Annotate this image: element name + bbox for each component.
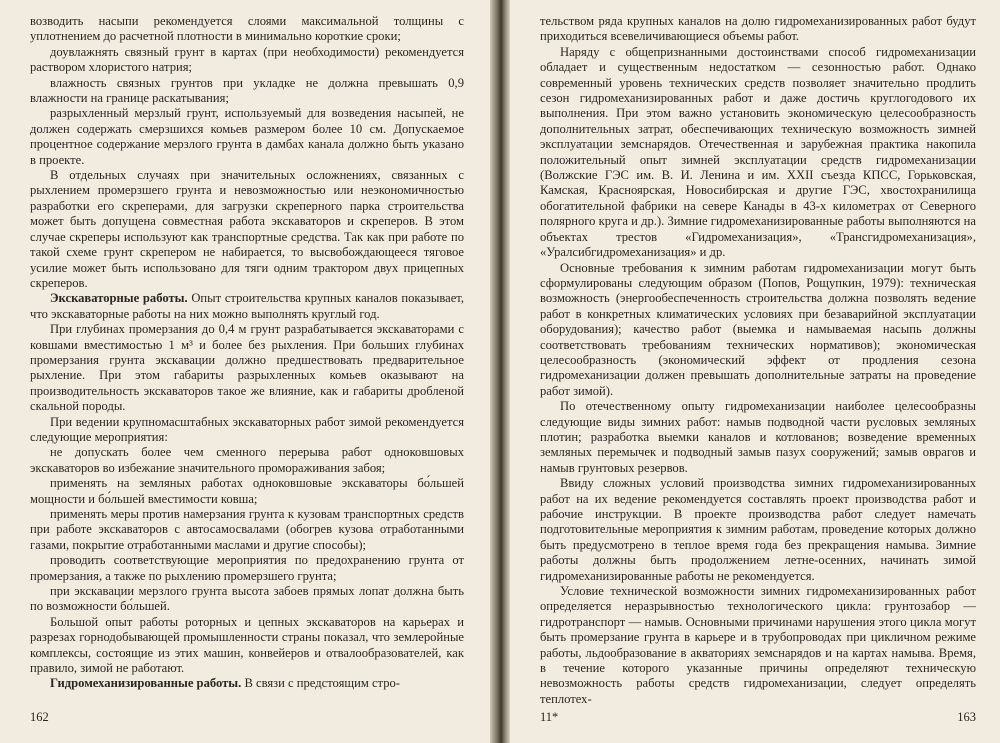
page-number-right: 163 <box>957 710 976 724</box>
paragraph <box>540 14 976 45</box>
paragraph-text: влажность связных грунтов при укладке не должна превышать 0,9 влажности на границе раскатывания; <box>30 75 464 106</box>
paragraph-text: тельством ряда крупных каналов на долю гидромеханизированных работ будут приходиться всевеличивающиеся объемы работ. <box>540 14 976 44</box>
right-page-text <box>540 14 976 707</box>
paragraph <box>30 507 464 553</box>
paragraph <box>540 261 976 400</box>
paragraph <box>30 168 464 291</box>
run-in-heading: Экскаваторные работы. <box>50 291 188 306</box>
book-gutter <box>490 0 510 743</box>
right-page <box>510 0 1000 743</box>
paragraph <box>30 553 464 584</box>
paragraph-text: По отечественному опыту гидромеханизации наиболее целесообразны следующие виды зимних работ: намыв подводной части русловых земляных плотин; разработка выемки каналов и котлованов; возведение временных земляных перемычек и подводный замыв пазух сооружений; замыв оврагов и намыв грунтовых резервов. <box>540 399 976 475</box>
paragraph-text: В отдельных случаях при значительных осложнениях, связанных с рыхлением промерзшего грунта и невозможностью или неэкономичностью разработки его скреперами, для загрузки скреперного парка строительства может быть допущена совместная работа экскаваторов и скреперов. В этом случае скреперы используют как транспортные средства. Так как при работе по такой схеме грунт скрепером не набирается, то высвобождающееся тяговое усилие может быть использовано для тяги одним трактором двух прицепных скреперов. <box>30 168 464 290</box>
run-in-heading: Гидромеханизированные работы. <box>50 676 242 691</box>
paragraph <box>30 106 464 168</box>
paragraph-text: разрыхленный мерзлый грунт, используемый для возведения насыпей, не должен содержать смерзшихся комьев размером более 10 см. Допускаемое процентное содержание мерзлого грунта в дамбах канала должно быть указано в проекте. <box>30 106 464 167</box>
paragraph <box>30 445 464 476</box>
paragraph <box>30 584 464 615</box>
paragraph-text: Опыт строительства крупных каналов показывает, что экскаваторные работы на них можно выполнять круглый год. <box>30 291 464 321</box>
paragraph-text: Большой опыт работы роторных и цепных экскаваторов на карьерах и разрезах горнодобывающей промышленности страны показал, что землеройные комплексы, состоящие из этих машин, конвейеров и отвалообразователей, как правило, зимой не работают. <box>30 614 464 676</box>
paragraph <box>30 676 464 691</box>
left-page-text <box>30 14 464 692</box>
paragraph <box>540 476 976 584</box>
paragraph <box>540 399 976 476</box>
paragraph <box>30 322 464 414</box>
paragraph-text: возводить насыпи рекомендуется слоями максимальной толщины с уплотнением до расчетной плотности в минимально короткие сроки; <box>30 14 464 44</box>
paragraph <box>30 615 464 677</box>
signature-mark: 11* <box>540 710 559 724</box>
paragraph <box>540 45 976 261</box>
left-page <box>0 0 490 743</box>
paragraph-text: В связи с предстоящим стро- <box>241 676 400 691</box>
paragraph-text: Основные требования к зимним работам гидромеханизации могут быть сформулированы следующим образом (Попов, Рощупкин, 1979): техническая возможность (энергообеспеченность строительства должна позволять ведение работ в конкретных климатических условиях при безаварийной эксплуатации оборудования); качество работ (выемка и намываемая насыпь должны соответствовать требованиям технических нормативов); экономическая целесообразность (экономический эффект от продления сезона гидромеханизации должен превышать дополнительные затраты на проведение работ зимой). <box>540 260 976 398</box>
paragraph <box>30 14 464 45</box>
page-number-left: 162 <box>30 710 49 724</box>
paragraph <box>30 291 464 322</box>
paragraph <box>30 76 464 107</box>
paragraph-text: Ввиду сложных условий производства зимних гидромеханизированных работ на их ведение рекомендуется составлять проект производства работ и рабочие инструкции. В проекте производства работ следует намечать подготовительные мероприятия к зимним работам, проведение которых должно быть предусмотрено в теплое время года без прекращения намыва. Зимние работы должны быть продолжением летне-осенних, начинать зимой гидромеханизированные работы не рекомендуется. <box>540 476 976 583</box>
paragraph-text: При глубинах промерзания до 0,4 м грунт разрабатывается экскаваторами с ковшами вместимостью 1 м³ и более без рыхления. При больших глубинах промерзания грунта экскавации должно предшествовать предварительное рыхление. При этом габариты разрыхленных комьев оказывают на производительность экскаваторов такое же влияние, как и габариты дробленой скальной породы. <box>30 322 464 414</box>
paragraph <box>540 584 976 707</box>
paragraph <box>30 45 464 76</box>
paragraph-text: Условие технической возможности зимних гидромеханизированных работ определяется неразрывностью технологического цикла: грунтозабор — гидротранспорт — намыв. Основными причинами нарушения этого цикла могут быть промерзание грунта в карьере и в трубопроводах при цикличном режиме работы, льдообразование в акваториях земснарядов и на картах намыва. Время, в течение которого указанные причины определяют техническую невозможность работы средств гидромеханизации, следует определять теплотех- <box>540 584 976 706</box>
paragraph-text: применять меры против намерзания грунта к кузовам транспортных средств при работе экскаваторов с автосамосвалами (обогрев кузова отработанными газами, покрытие отработанными маслами и другие способы); <box>30 507 464 552</box>
paragraph-text: Наряду с общепризнанными достоинствами способ гидромеханизации обладает и существенным недостатком — сезонностью работ. Однако современный уровень технических средств позволяет значительно продлить сезон гидромеханизированных работ и даже достичь круглогодового их выполнения. При этом важно установить экономическую целесообразность дополнительных затрат, обеспечивающих техническую возможность зимней эксплуатации земснарядов. Отечественная и зарубежная практика накопила положительный опыт зимней эксплуатации средств гидромеханизации (Волжские ГЭС им. В. И. Ленина и им. XXII съезда КПСС, Горьковская, Камская, Красноярская, Новосибирская и другие ГЭС, хвостохранилища обогатительной фабрики на севере Канады в 43-х километрах от Северного полярного круга и др.). Зимние гидромеханизированные работы выполняются на объектах трестов «Гидромеханизация», «Трансгидромеханизация», «Уралсибгидромеханизация» и др. <box>540 44 976 260</box>
paragraph <box>30 476 464 507</box>
paragraph-text: При ведении крупномасштабных экскаваторных работ зимой рекомендуется следующие мероприятия: <box>30 414 464 444</box>
paragraph-text: не допускать более чем сменного перерыва работ одноковшовых экскаваторов во избежание значительного промораживания забоя; <box>30 445 464 475</box>
paragraph-text: доувлажнять связный грунт в картах (при необходимости) рекомендуется раствором хлористого натрия; <box>30 44 464 75</box>
paragraph-text: при экскавации мерзлого грунта высота забоев прямых лопат должна быть по возможности бо́льшей. <box>30 584 464 614</box>
paragraph-text: применять на земляных работах одноковшовые экскаваторы бо́льшей мощности и бо́льшей вместимости ковша; <box>30 476 464 506</box>
paragraph-text: проводить соответствующие мероприятия по предохранению грунта от промерзания, а также по рыхлению промерзшего грунта; <box>30 553 464 583</box>
paragraph <box>30 415 464 446</box>
